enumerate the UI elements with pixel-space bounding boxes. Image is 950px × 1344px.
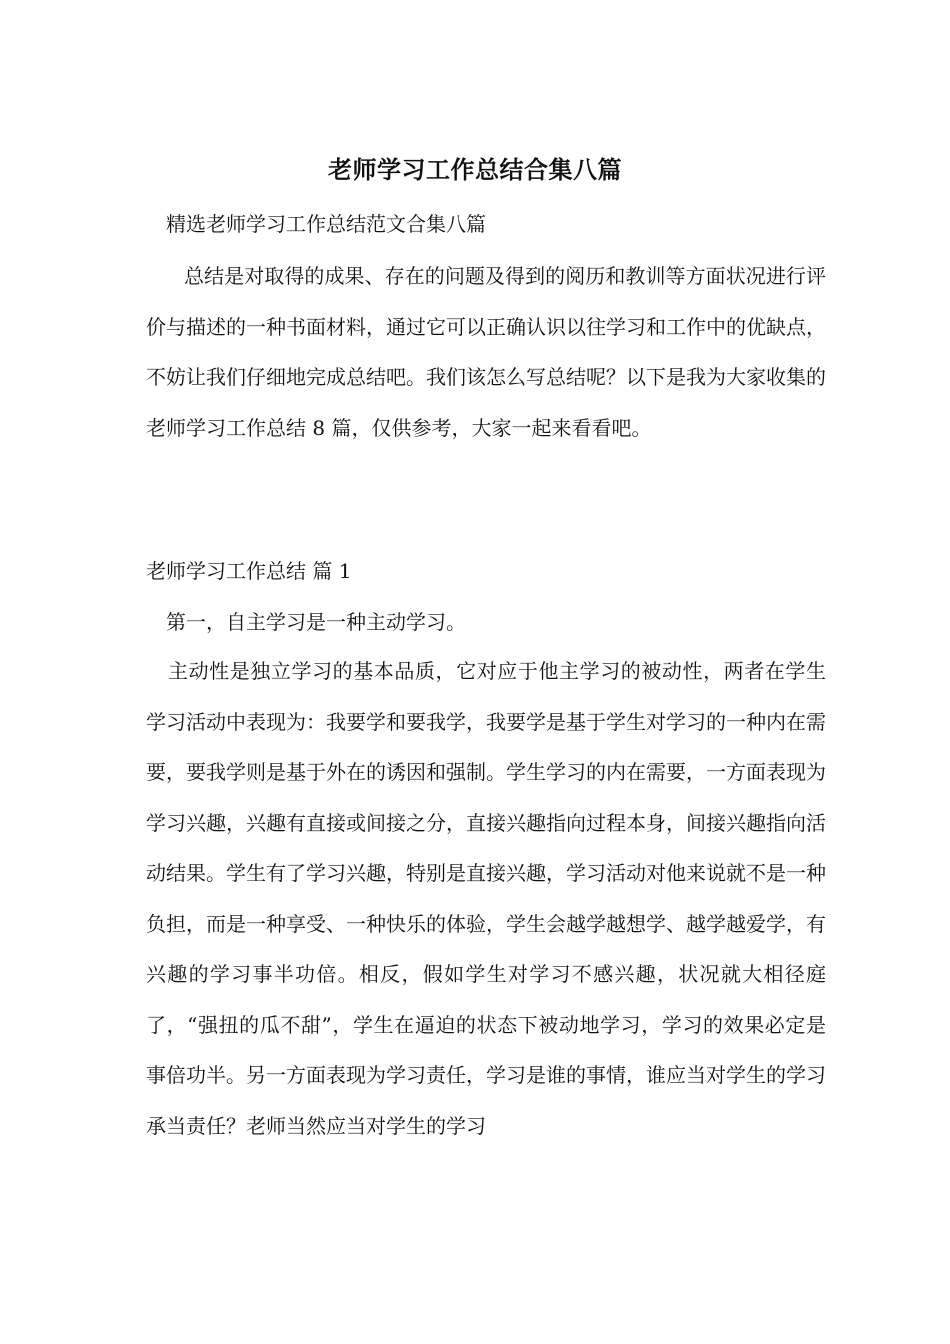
- document-title: 老师学习工作总结合集八篇: [328, 156, 622, 184]
- body-paragraph: 主动性是独立学习的基本品质，它对应于他主学习的被动性，两者在学生学习活动中表现为：我要学和要我学，我要学是基于学生对学习的一种内在需要，要我学则是基于外在的诱因和强制。学生学习的内在需要，一方面表现为学习兴趣，兴趣有直接或间接之分，直接兴趣指向过程本身，间接兴趣指向活动结果。学生有了学习兴趣，特别是直接兴趣，学习活动对他来说就不是一种负担，而是一种享受、一种快乐的体验，学生会越学越想学、越学越爱学，有兴趣的学习事半功倍。相反，假如学生对学习不感兴趣，状况就大相径庭了，“强扭的瓜不甜”，学生在逼迫的状态下被动地学习，学习的效果必定是事倍功半。另一方面表现为学习责任，学习是谁的事情，谁应当对学生的学习承当责任？老师当然应当对学生的学习: [146, 659, 826, 1138]
- document-subtitle: 精选老师学习工作总结范文合集八篇: [166, 212, 486, 236]
- section-heading: 老师学习工作总结 篇 1: [146, 559, 352, 583]
- intro-paragraph: 总结是对取得的成果、存在的问题及得到的阅历和教训等方面状况进行评价与描述的一种书面材料，通过它可以正确认识以往学习和工作中的优缺点，不妨让我们仔细地完成总结吧。我们该怎么写总结呢？以下是我为大家收集的老师学习工作总结 8 篇，仅供参考，大家一起来看看吧。: [146, 264, 826, 440]
- point-heading: 第一，自主学习是一种主动学习。: [166, 610, 466, 634]
